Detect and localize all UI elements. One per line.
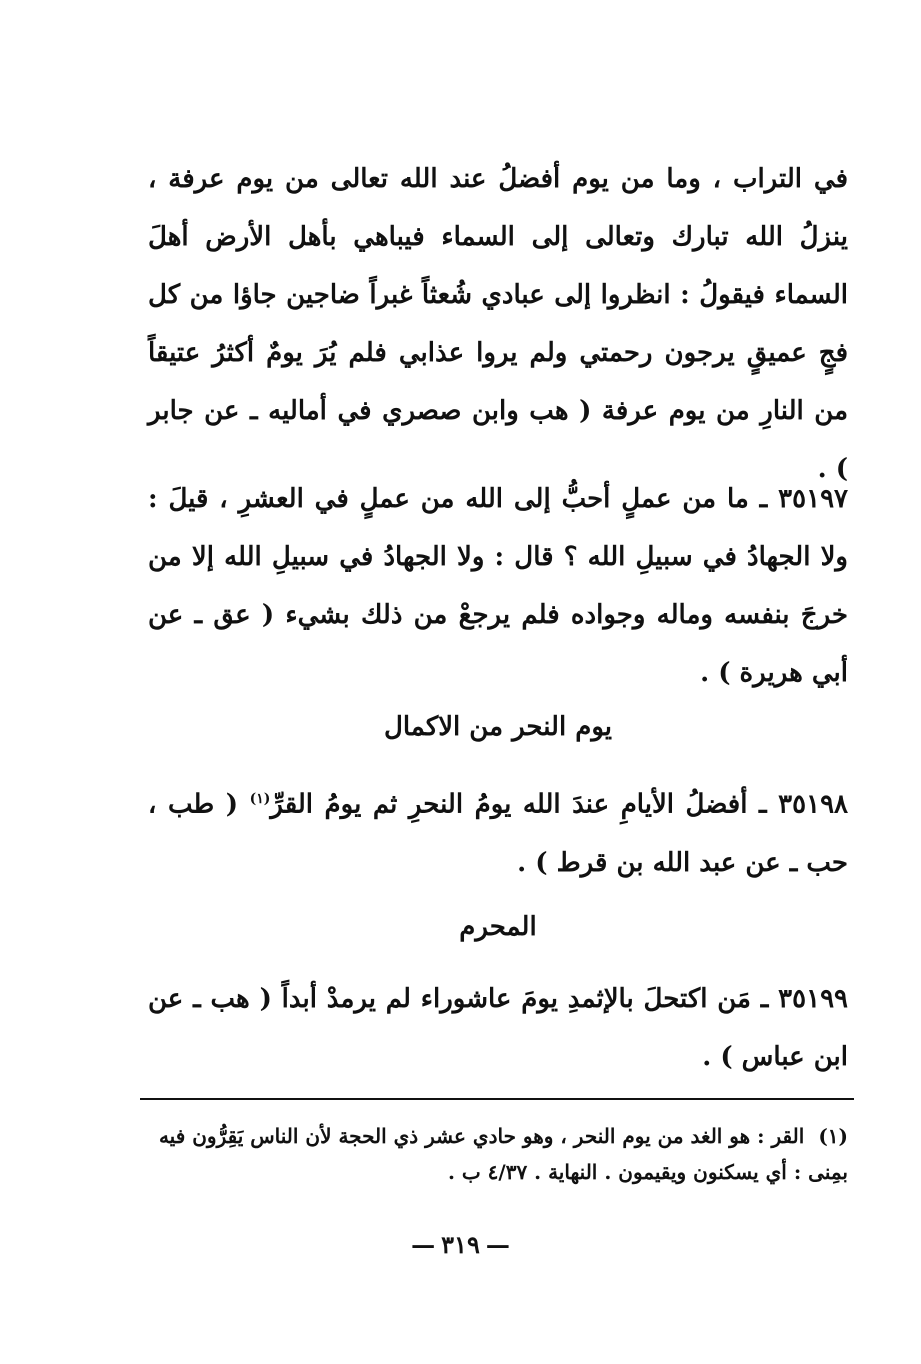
- hadith-entry-35199: ٣٥١٩٩ ـ مَن اكتحلَ بالإثمدِ يومَ عاشوراء لم يرمدْ أبداً ( هب ـ عن ابن عباس ) .: [148, 984, 848, 1072]
- page-number-dash-left: —: [411, 1230, 436, 1259]
- footnote-reference: (١): [249, 791, 271, 807]
- footnote-text: القر : هو الغد من يوم النحر ، وهو حادي عشر ذي الحجة لأن الناس يَقِرُّون فيه بمِنى : أي يسكنون ويقيمون . النهاية . ٤/٣٧ ب .: [158, 1124, 848, 1184]
- section-heading-yawm-al-nahr: يوم النحر من الاكمال: [383, 712, 613, 742]
- page-number-dash-right: —: [485, 1230, 510, 1259]
- footnote-divider: [140, 1098, 854, 1100]
- hadith-entry-35198: [148, 770, 848, 892]
- hadith-entry-35197: ٣٥١٩٧ ـ ما من عملٍ أحبُّ إلى الله من عملٍ في العشرِ ، قيلَ : ولا الجهادُ في سبيلِ الله ؟ قال : ولا الجهادُ في سبيلِ الله إلا من خرجَ بنفسه وماله وجواده فلم يرجعْ من ذلك بشيء ( عق ـ عن أبي هريرة ) .: [148, 484, 848, 688]
- page-number-value: ٣١٩: [441, 1230, 480, 1259]
- page-number: [0, 1230, 921, 1259]
- footnote-marker: (١): [818, 1124, 848, 1148]
- footnote: [148, 1118, 848, 1190]
- hadith-entry-35198-source: ( طب ، حب ـ عن عبد الله بن قرط ) .: [148, 789, 848, 878]
- paragraph-continuation: في التراب ، وما من يوم أفضلُ عند الله تعالى من يوم عرفة ، ينزلُ الله تبارك وتعالى إلى السماء فيباهي بأهل الأرض أهلَ السماء فيقولُ : انظروا إلى عبادي شُعثاً غبراً ضاجين جاؤا من كل فجٍ عميقٍ يرجون رحمتي ولم يروا عذابي فلم يُرَ يومٌ أكثرُ عتيقاً من النارِ من يوم عرفة ( هب وابن صصري في أماليه ـ عن جابر ) .: [148, 164, 848, 484]
- section-heading-al-muharram: المحرم: [459, 912, 537, 942]
- hadith-entry-35198-text: ٣٥١٩٨ ـ أفضلُ الأيامِ عندَ الله يومُ النحرِ ثم يومُ القرِّ: [270, 789, 848, 820]
